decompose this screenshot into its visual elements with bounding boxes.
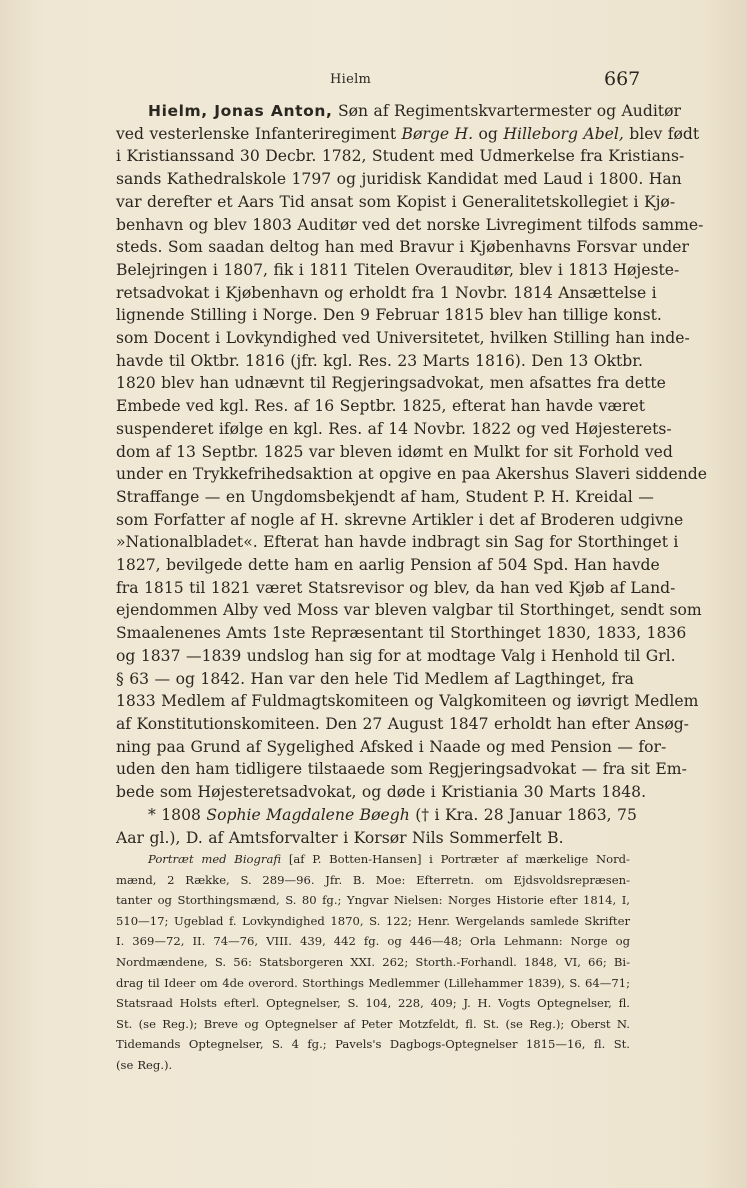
- entry-line: steds. Som saadan deltog han med Bravur i Kjøbenhavns Forsvar under: [116, 238, 689, 257]
- entry-line: uden den ham tidligere tilstaaede som Regjeringsadvokat — fra sit Em-: [116, 760, 687, 779]
- entry-line: benhavn og blev 1803 Auditør ved det norske Livregiment tilfods samme-: [116, 215, 704, 234]
- entry-line: 1833 Medlem af Fuldmagtskomiteen og Valgkomiteen og iøvrigt Medlem: [116, 692, 699, 711]
- marriage-line: * 1808 Sophie Magdalene Bøegh († i Kra. 28 Januar 1863, 75: [148, 805, 637, 824]
- entry-line: under en Trykkefrihedsaktion at opgive en paa Akershus Slaveri siddende: [116, 465, 707, 484]
- entry-line: retsadvokat i Kjøbenhavn og erholdt fra 1 Novbr. 1814 Ansættelse i: [116, 283, 657, 302]
- entry-line: suspenderet ifølge en kgl. Res. af 14 Novbr. 1822 og ved Højesterets-: [116, 419, 672, 438]
- running-head: Hielm: [330, 72, 372, 87]
- reference-line: Portræt med Biografi [af P. Botten-Hansen] i Portræter af mærkelige Nord-: [148, 852, 630, 866]
- entry-line: i Kristianssand 30 Decbr. 1782, Student med Udmerkelse fra Kristians-: [116, 147, 685, 166]
- entry-line: § 63 — og 1842. Han var den hele Tid Medlem af Lagthinget, fra: [116, 669, 634, 688]
- entry-line: af Konstitutionskomiteen. Den 27 August 1847 erholdt han efter Ansøg-: [116, 714, 689, 733]
- entry-line: 1827, bevilgede dette ham en aarlig Pension af 504 Spd. Han havde: [116, 556, 660, 575]
- entry-line: sands Kathedralskole 1797 og juridisk Kandidat med Laud i 1800. Han: [116, 170, 682, 189]
- entry-line: og 1837 —1839 undslog han sig for at modtage Valg i Henhold til Grl.: [116, 646, 676, 665]
- entry-line: ejendommen Alby ved Moss var bleven valgbar til Storthinget, sendt som: [116, 601, 702, 620]
- entry-line: dom af 13 Septbr. 1825 var bleven idømt en Mulkt for sit Forhold ved: [116, 442, 673, 461]
- mother-name: Hilleborg Abel,: [503, 124, 624, 143]
- reference-line: 510—17; Ugeblad f. Lovkyndighed 1870, S. 122; Henr. Wergelands samlede Skrifter: [116, 913, 630, 928]
- entry-line: som Docent i Lovkyndighed ved Universitetet, hvilken Stilling han inde-: [116, 329, 690, 348]
- entry-line: Hielm, Jonas Anton, Søn af Regimentskvartermester og Auditør: [148, 102, 681, 120]
- entry-line: Belejringen i 1807, fik i 1811 Titelen Overauditør, blev i 1813 Højeste-: [116, 260, 680, 279]
- page-header: [0, 68, 747, 98]
- entry-line: var derefter et Aars Tid ansat som Kopist i Generalitetskollegiet i Kjø-: [116, 192, 676, 211]
- entry-line: fra 1815 til 1821 været Statsrevisor og blev, da han ved Kjøb af Land-: [116, 578, 676, 597]
- references-lead: Portræt med Biografi: [148, 852, 282, 866]
- entry-name: Hielm, Jonas Anton,: [148, 102, 333, 120]
- reference-line: (se Reg.).: [116, 1057, 173, 1072]
- entry-line: havde til Oktbr. 1816 (jfr. kgl. Res. 23 Marts 1816). Den 13 Oktbr.: [116, 351, 643, 370]
- reference-line: I. 369—72, II. 74—76, VIII. 439, 442 fg. og 446—48; Orla Lehmann: Norge og: [116, 934, 630, 949]
- reference-line: St. (se Reg.); Breve og Optegnelser af Peter Motzfeldt, fl. St. (se Reg.); Oberst N.: [116, 1016, 630, 1031]
- reference-line: Statsraad Holsts efterl. Optegnelser, S. 104, 228, 409; J. H. Vogts Optegnelser, fl.: [116, 996, 630, 1011]
- reference-line: mænd, 2 Række, S. 289—96. Jfr. B. Moe: Efterretn. om Ejdsvoldsrepræsen-: [116, 872, 630, 887]
- entry-line: ning paa Grund af Sygelighed Afsked i Naade og med Pension — for-: [116, 737, 667, 756]
- reference-line: tanter og Storthingsmænd, S. 80 fg.; Yngvar Nielsen: Norges Historie efter 1814, I,: [116, 893, 630, 908]
- entry-line: Smaalenenes Amts 1ste Repræsentant til Storthinget 1830, 1833, 1836: [116, 624, 687, 643]
- entry-line: Embede ved kgl. Res. af 16 Septbr. 1825, efterat han havde været: [116, 397, 646, 416]
- marriage-line: Aar gl.), D. af Amtsforvalter i Korsør Nils Sommerfelt B.: [116, 828, 564, 847]
- entry-line: som Forfatter af nogle af H. skrevne Artikler i det af Broderen udgivne: [116, 510, 684, 529]
- reference-line: Nordmændene, S. 56: Statsborgeren XXI. 262; Storth.-Forhandl. 1848, VI, 66; Bi-: [116, 954, 630, 969]
- reference-line: drag til Ideer om 4de overord. Storthings Medlemmer (Lillehammer 1839), S. 64—71;: [116, 975, 630, 990]
- father-name: Børge H.: [401, 124, 474, 143]
- reference-line: Tidemands Optegnelser, S. 4 fg.; Pavels's Dagbogs-Optegnelser 1815—16, fl. St.: [116, 1037, 630, 1052]
- biography-entry: [116, 100, 707, 849]
- entry-line: ved vesterlenske Infanteriregiment Børge H. og Hilleborg Abel, blev født: [116, 124, 700, 143]
- references: [116, 849, 630, 1076]
- entry-line: »Nationalbladet«. Efterat han havde indbragt sin Sag for Storthinget i: [116, 533, 679, 552]
- entry-line: 1820 blev han udnævnt til Regjeringsadvokat, men afsattes fra dette: [116, 374, 666, 393]
- entry-line: Straffange — en Ungdomsbekjendt af ham, Student P. H. Kreidal —: [116, 487, 654, 506]
- entry-line: lignende Stilling i Norge. Den 9 Februar 1815 blev han tillige konst.: [116, 306, 662, 325]
- page-number: 667: [604, 68, 641, 90]
- entry-line: bede som Højesteretsadvokat, og døde i Kristiania 30 Marts 1848.: [116, 783, 647, 802]
- spouse-name: Sophie Magdalene Bøegh: [206, 805, 410, 824]
